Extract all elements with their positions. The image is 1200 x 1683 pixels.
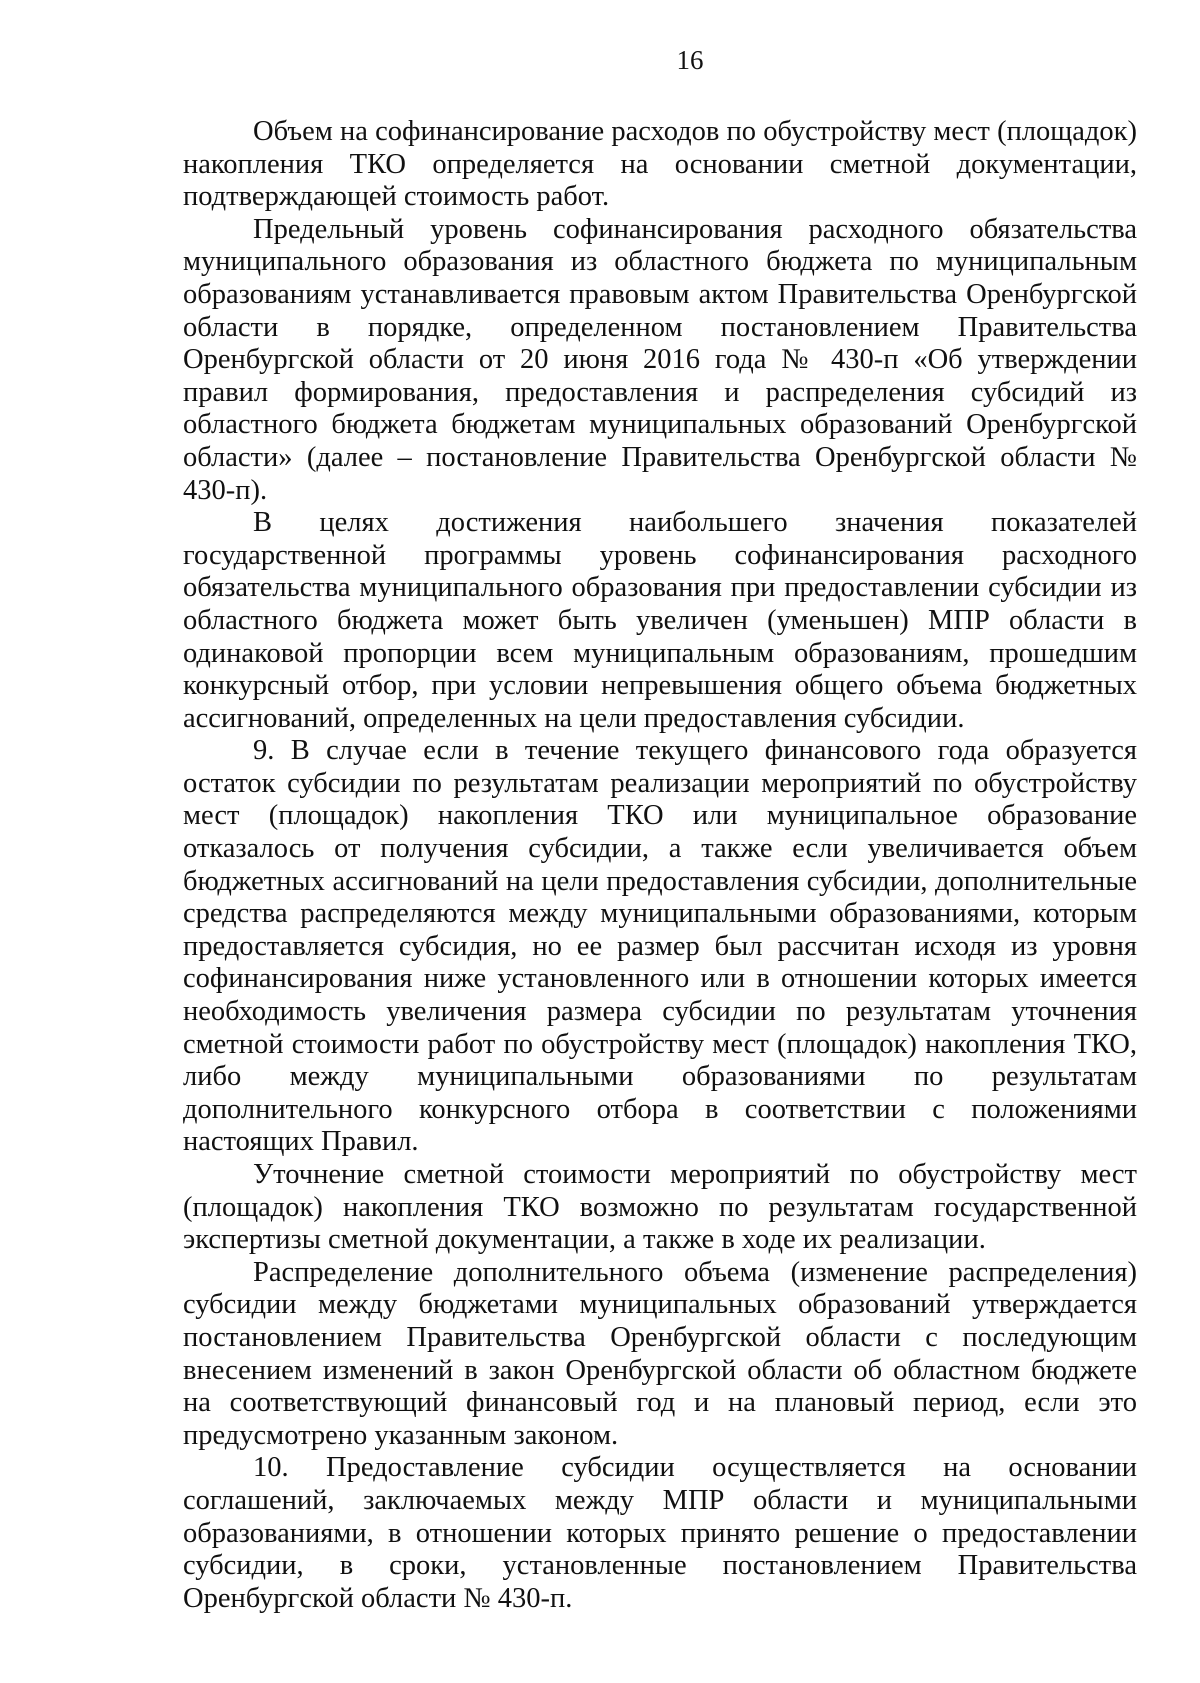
body-text xyxy=(183,116,1137,1615)
paragraph: Распределение дополнительного объема (изменение распределения) субсидии между бюджетами муниципальных образований утверждается постановлением Правительства Оренбургской области с последующим внесением изменений в закон Оренбургской области об областном бюджете на соответствующий финансовый год и на плановый период, если это предусмотрено указанным законом. xyxy=(183,1256,1137,1451)
paragraph: 9. В случае если в течение текущего финансового года образуется остаток субсидии по результатам реализации мероприятий по обустройству мест (площадок) накопления ТКО или муниципальное образование отказалось от получения субсидии, а также если увеличивается объем бюджетных ассигнований на цели предоставления субсидии, дополнительные средства распределяются между муниципальными образованиями, которым предоставляется субсидия, но ее размер был рассчитан исходя из уровня софинансирования ниже установленного или в отношении которых имеется необходимость увеличения размера субсидии по результатам уточнения сметной стоимости работ по обустройству мест (площадок) накопления ТКО, либо между муниципальными образованиями по результатам дополнительного конкурсного отбора в соответствии с положениями настоящих Правил. xyxy=(183,735,1137,1158)
paragraph: Предельный уровень софинансирования расходного обязательства муниципального образования из областного бюджета по муниципальным образованиям устанавливается правовым актом Правительства Оренбургской области в порядке, определенном постановлением Правительства Оренбургской области от 20 июня 2016 года № 430-п «Об утверждении правил формирования, предоставления и распределения субсидий из областного бюджета бюджетам муниципальных образований Оренбургской области» (далее – постановление Правительства Оренбургской области № 430-п). xyxy=(183,213,1137,506)
paragraph: 10. Предоставление субсидии осуществляется на основании соглашений, заключаемых между МПР области и муниципальными образованиями, в отношении которых принято решение о предоставлении субсидии, в сроки, установленные постановлением Правительства Оренбургской области № 430-п. xyxy=(183,1452,1137,1614)
paragraph: В целях достижения наибольшего значения показателей государственной программы уровень софинансирования расходного обязательства муниципального образования при предоставлении субсидии из областного бюджета может быть увеличен (уменьшен) МПР области в одинаковой пропорции всем муниципальным образованиям, прошедшим конкурсный отбор, при условии непревышения общего объема бюджетных ассигнований, определенных на цели предоставления субсидии. xyxy=(183,507,1137,734)
paragraph: Уточнение сметной стоимости мероприятий по обустройству мест (площадок) накопления ТКО возможно по результатам государственной экспертизы сметной документации, а также в ходе их реализации. xyxy=(183,1159,1137,1256)
paragraph: Объем на софинансирование расходов по обустройству мест (площадок) накопления ТКО определяется на основании сметной документации, подтверждающей стоимость работ. xyxy=(183,116,1137,213)
page-number: 16 xyxy=(676,45,704,75)
